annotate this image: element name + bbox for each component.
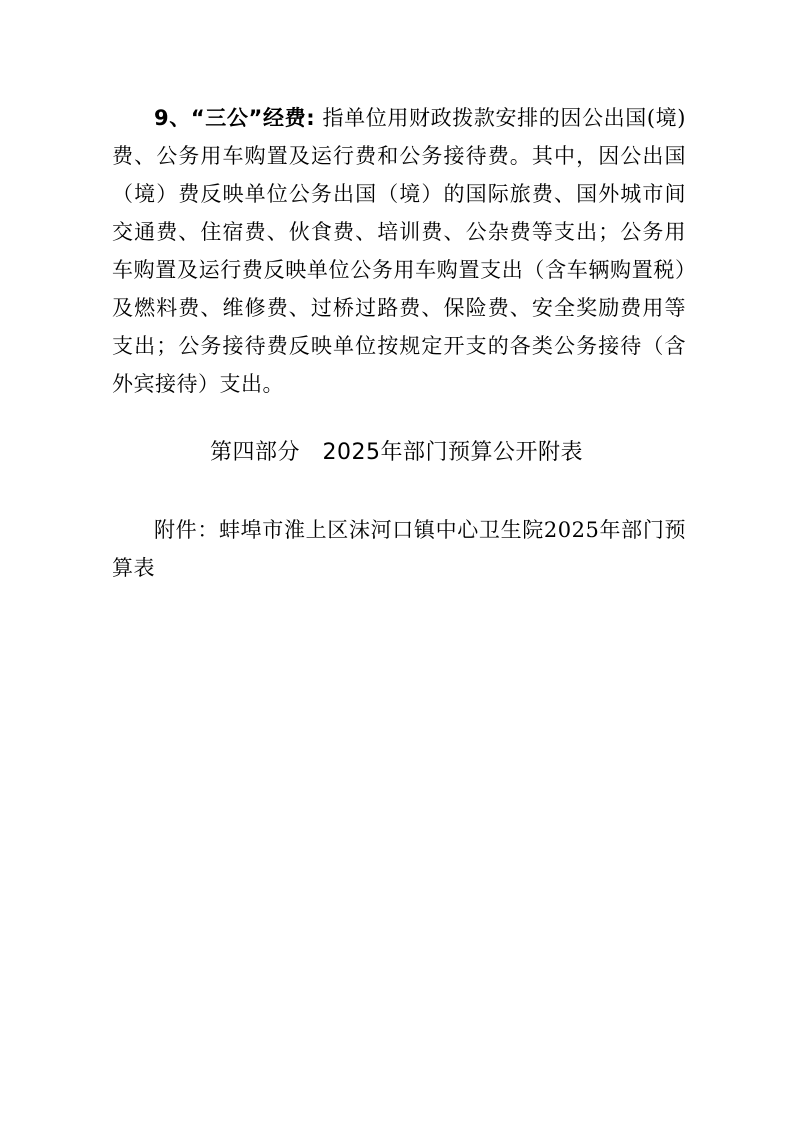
section-9-lead: 9、“三公”经费: <box>154 106 316 130</box>
section-9-body: 指单位用财政拨款安排的因公出国(境)费、公务用车购置及运行费和公务接待费。其中，因公出国（境）费反映单位公务出国（境）的国际旅费、国外城市间交通费、住宿费、伙食费、培训费、公杂费等支出；公务用车购置及运行费反映单位公务用车购置支出（含车辆购置税）及燃料费、维修费、过桥过路费、保险费、安全奖励费用等支出；公务接待费反映单位按规定开支的各类公务接待（含外宾接待）支出。 <box>112 106 686 396</box>
section-9-paragraph <box>112 99 686 403</box>
attachment-paragraph: 附件：蚌埠市淮上区沫河口镇中心卫生院2025年部门预算表 <box>112 518 686 580</box>
part-4-heading: 第四部分 2025年部门预算公开附表 <box>210 440 583 465</box>
